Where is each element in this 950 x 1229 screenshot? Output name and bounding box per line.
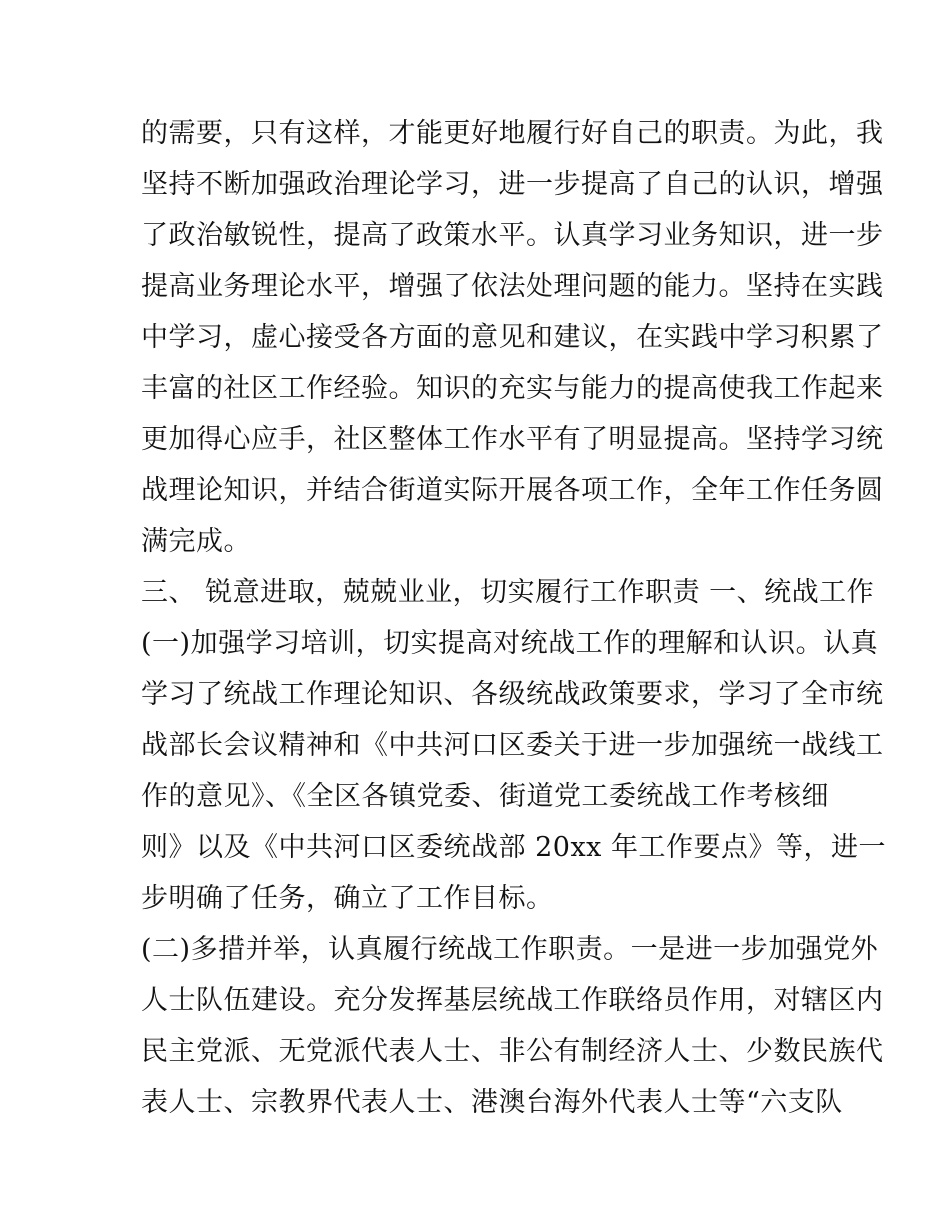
text-line: 丰富的社区工作经验。知识的充实与能力的提高使我工作起来: [141, 373, 884, 404]
text-line: 人士队伍建设。充分发挥基层统战工作联络员作用，对辖区内: [141, 985, 884, 1016]
text-line: 更加得心应手，社区整体工作水平有了明显提高。坚持学习统: [141, 424, 884, 455]
text-line: 学习了统战工作理论知识、各级统战政策要求，学习了全市统: [141, 679, 884, 710]
text-line: 提高业务理论水平，增强了依法处理问题的能力。坚持在实践: [141, 271, 884, 302]
text-line: 中学习，虚心接受各方面的意见和建议，在实践中学习积累了: [141, 322, 884, 353]
text-line: 表人士、宗教界代表人士、港澳台海外代表人士等“六支队: [141, 1087, 843, 1118]
text-line: (二)多措并举，认真履行统战工作职责。一是进一步加强党外: [141, 934, 879, 965]
text-line: 民主党派、无党派代表人士、非公有制经济人士、少数民族代: [141, 1036, 884, 1067]
text-line: (一)加强学习培训，切实提高对统战工作的理解和认识。认真: [141, 628, 879, 659]
text-line: 作的意见》、《全区各镇党委、街道党工委统战工作考核细: [141, 781, 829, 812]
body-text: [141, 108, 886, 1128]
text-line: 战理论知识，并结合街道实际开展各项工作，全年工作任务圆: [141, 475, 884, 506]
section-heading-line: 三、 锐意进取，兢兢业业，切实履行工作职责 一、统战工作: [141, 577, 875, 608]
text-line: 的需要，只有这样，才能更好地履行好自己的职责。为此，我: [141, 118, 884, 149]
text-line: 了政治敏锐性，提高了政策水平。认真学习业务知识，进一步: [141, 220, 884, 251]
text-line: 则》以及《中共河口区委统战部 20xx 年工作要点》等，进一: [141, 832, 886, 863]
text-line: 坚持不断加强政治理论学习，进一步提高了自己的认识，增强: [141, 169, 884, 200]
text-line: 战部长会议精神和《中共河口区委关于进一步加强统一战线工: [141, 730, 884, 761]
text-line: 步明确了任务，确立了工作目标。: [141, 883, 554, 914]
text-line: 满完成。: [141, 526, 251, 557]
